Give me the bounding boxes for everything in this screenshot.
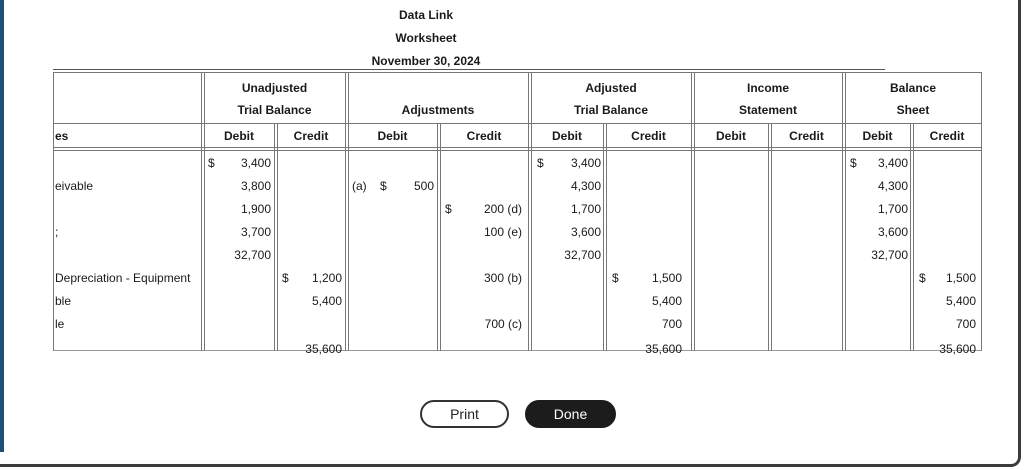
adj-credit-value: 300 (b) [483,271,522,285]
unadj-credit-total: 35,600 [305,342,342,356]
done-button[interactable]: Done [525,400,616,428]
unadj-debit-value: 3,700 [240,225,271,239]
worksheet-date: November 30, 2024 [371,54,481,68]
balance-credit-header: Credit [929,129,965,143]
adjusted-debit-value: 1,700 [570,202,601,216]
adjusted-credit-value: 1,500 [651,271,682,285]
adjusted-credit-header: Credit [631,129,666,143]
balance-credit-value: 700 [955,317,976,331]
balance-debit-value: 3,600 [877,225,908,239]
income-debit-header: Debit [716,129,746,143]
balance-credit-value: 5,400 [945,294,976,308]
adjusted-debit-value: 3,600 [570,225,601,239]
adj-credit-value: 700 (c) [484,317,522,331]
adjusted-credit-value: 700 [661,317,682,331]
adjusted-debit-value: 32,700 [564,248,601,262]
balance-debit-value: 32,700 [871,248,908,262]
unadj-debit-value: 3,400 [240,156,271,170]
balance-credit-value: 1,500 [945,271,976,285]
balance-header-line1: Balance [889,81,937,95]
dollar-sign: $ [282,271,289,285]
unadj-credit-value: 5,400 [311,294,342,308]
balance-debit-header: Debit [862,129,893,143]
income-header-line2: Statement [738,103,797,117]
unadj-debit-value: 1,900 [240,202,271,216]
adjusted-header-line2: Trial Balance [573,103,649,117]
unadjusted-header-line2: Trial Balance [237,103,312,117]
unadj-credit-value: 1,200 [311,271,342,285]
account-name: ; [55,225,59,239]
income-header-line1: Income [746,81,789,95]
unadjusted-header-line1: Unadjusted [241,81,308,95]
balance-debit-value: 4,300 [877,179,908,193]
dollar-sign: $ [380,179,387,193]
unadj-debit-value: 32,700 [234,248,271,262]
company-name: Data Link [398,8,453,22]
accounts-header: es [55,129,69,143]
balance-credit-total: 35,600 [939,342,976,356]
dollar-sign: $ [919,271,926,285]
worksheet-title: Worksheet [395,31,457,45]
unadj-debit-header: Debit [224,129,254,143]
adjusted-credit-total: 35,600 [645,342,682,356]
dollar-sign: $ [537,156,544,170]
dollar-sign: $ [208,156,215,170]
account-name: le [55,317,65,331]
dollar-sign: $ [850,156,857,170]
balance-header-line2: Sheet [896,103,930,117]
adjusted-credit-value: 5,400 [651,294,682,308]
account-name: eivable [55,179,94,193]
dollar-sign: $ [612,271,619,285]
adj-marker: (a) [352,179,367,193]
adj-credit-value: 100 (e) [483,225,522,239]
balance-debit-value: 1,700 [877,202,908,216]
adjusted-debit-value: 3,400 [570,156,601,170]
adj-credit-header: Credit [466,129,502,143]
adj-debit-header: Debit [377,129,408,143]
adjusted-header-line1: Adjusted [585,81,637,95]
unadj-debit-value: 3,800 [240,179,271,193]
adjusted-debit-header: Debit [552,129,582,143]
balance-debit-value: 3,400 [877,156,908,170]
unadj-credit-header: Credit [293,129,329,143]
adj-credit-value: 200 (d) [483,202,522,216]
adjustments-header: Adjustments [401,103,475,117]
account-name: Depreciation - Equipment [55,271,191,285]
print-button[interactable]: Print [420,400,509,428]
dollar-sign: $ [445,202,452,216]
adjusted-debit-value: 4,300 [570,179,601,193]
income-credit-header: Credit [789,129,824,143]
account-name: ble [55,294,72,308]
adj-debit-value: 500 [413,179,434,193]
